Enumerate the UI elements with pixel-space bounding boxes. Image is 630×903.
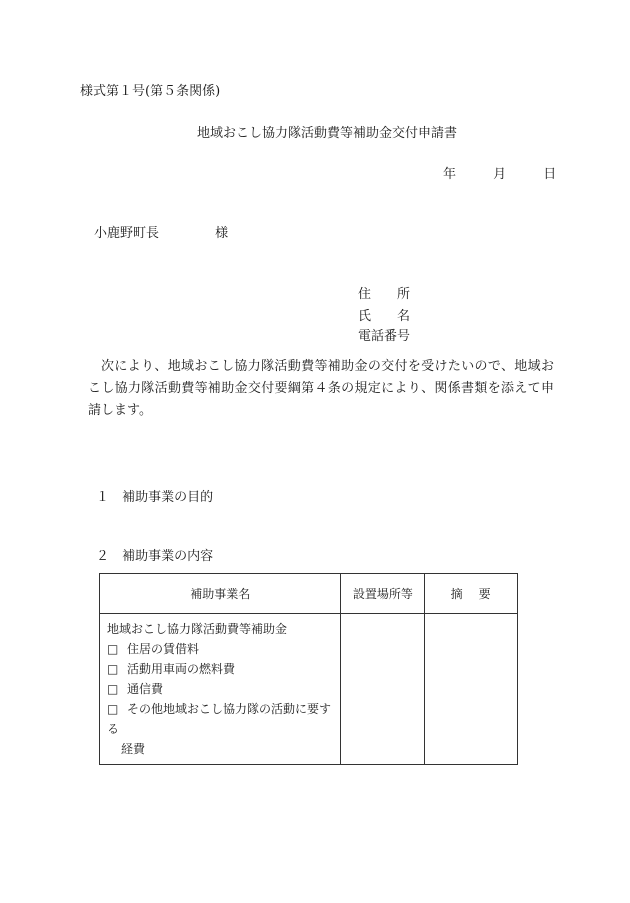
form-number: 様式第１号(第５条関係): [80, 84, 221, 99]
list-item: [107, 659, 333, 679]
table-header-row: [100, 574, 518, 614]
list-item-label: 活動用車両の燃料費: [127, 662, 236, 676]
list-item: [107, 679, 333, 699]
address-label: 住所: [358, 287, 437, 302]
applicant-address-label: [358, 283, 436, 302]
date-month-label: 月: [493, 167, 507, 182]
section-number: １: [96, 490, 110, 505]
section-label: 補助事業の目的: [122, 490, 214, 505]
remarks-cell: [425, 614, 518, 765]
checkbox-icon: □: [107, 642, 119, 656]
addressee: [94, 222, 228, 241]
project-heading: 地域おこし協力隊活動費等補助金: [107, 622, 288, 636]
date-year-label: 年: [443, 167, 457, 182]
section-label: 補助事業の内容: [122, 549, 214, 564]
list-item-label: 通信費: [127, 682, 164, 696]
section-number: ２: [96, 549, 110, 564]
checkbox-icon: □: [107, 682, 119, 696]
addressee-name: 小鹿野町長: [94, 226, 160, 241]
header-project-name: 補助事業名: [100, 574, 341, 614]
date-day-label: 日: [543, 167, 557, 182]
list-item-label: 住居の賃借料: [127, 642, 200, 656]
section-purpose: [96, 486, 213, 505]
checkbox-icon: □: [107, 702, 119, 716]
name-label: 氏名: [358, 309, 437, 324]
addressee-honorific: 様: [215, 226, 229, 241]
document-title: 地域おこし協力隊活動費等補助金交付申請書: [196, 126, 457, 141]
list-item: [107, 639, 333, 659]
table-row: [100, 614, 518, 765]
header-remarks: 摘要: [425, 574, 518, 614]
applicant-name-label: [358, 305, 436, 324]
list-item-continuation: 経費: [121, 742, 146, 756]
applicant-phone-label: [358, 325, 410, 344]
list-item-label: その他地域おこし協力隊の活動に要する: [107, 702, 332, 736]
list-item: [107, 699, 333, 739]
checkbox-icon: □: [107, 662, 119, 676]
location-cell: [341, 614, 425, 765]
content-table: [99, 573, 518, 765]
header-location: 設置場所等: [341, 574, 425, 614]
phone-label: 電話番号: [358, 329, 411, 344]
date-row: [443, 163, 556, 182]
project-name-cell: [100, 614, 341, 765]
application-body-text: 次により、地域おこし協力隊活動費等補助金の交付を受けたいので、地域おこし協力隊活動費等補助金交付要綱第４条の規定により、関係書類を添えて申請します。: [88, 359, 554, 418]
section-content: [96, 545, 213, 564]
